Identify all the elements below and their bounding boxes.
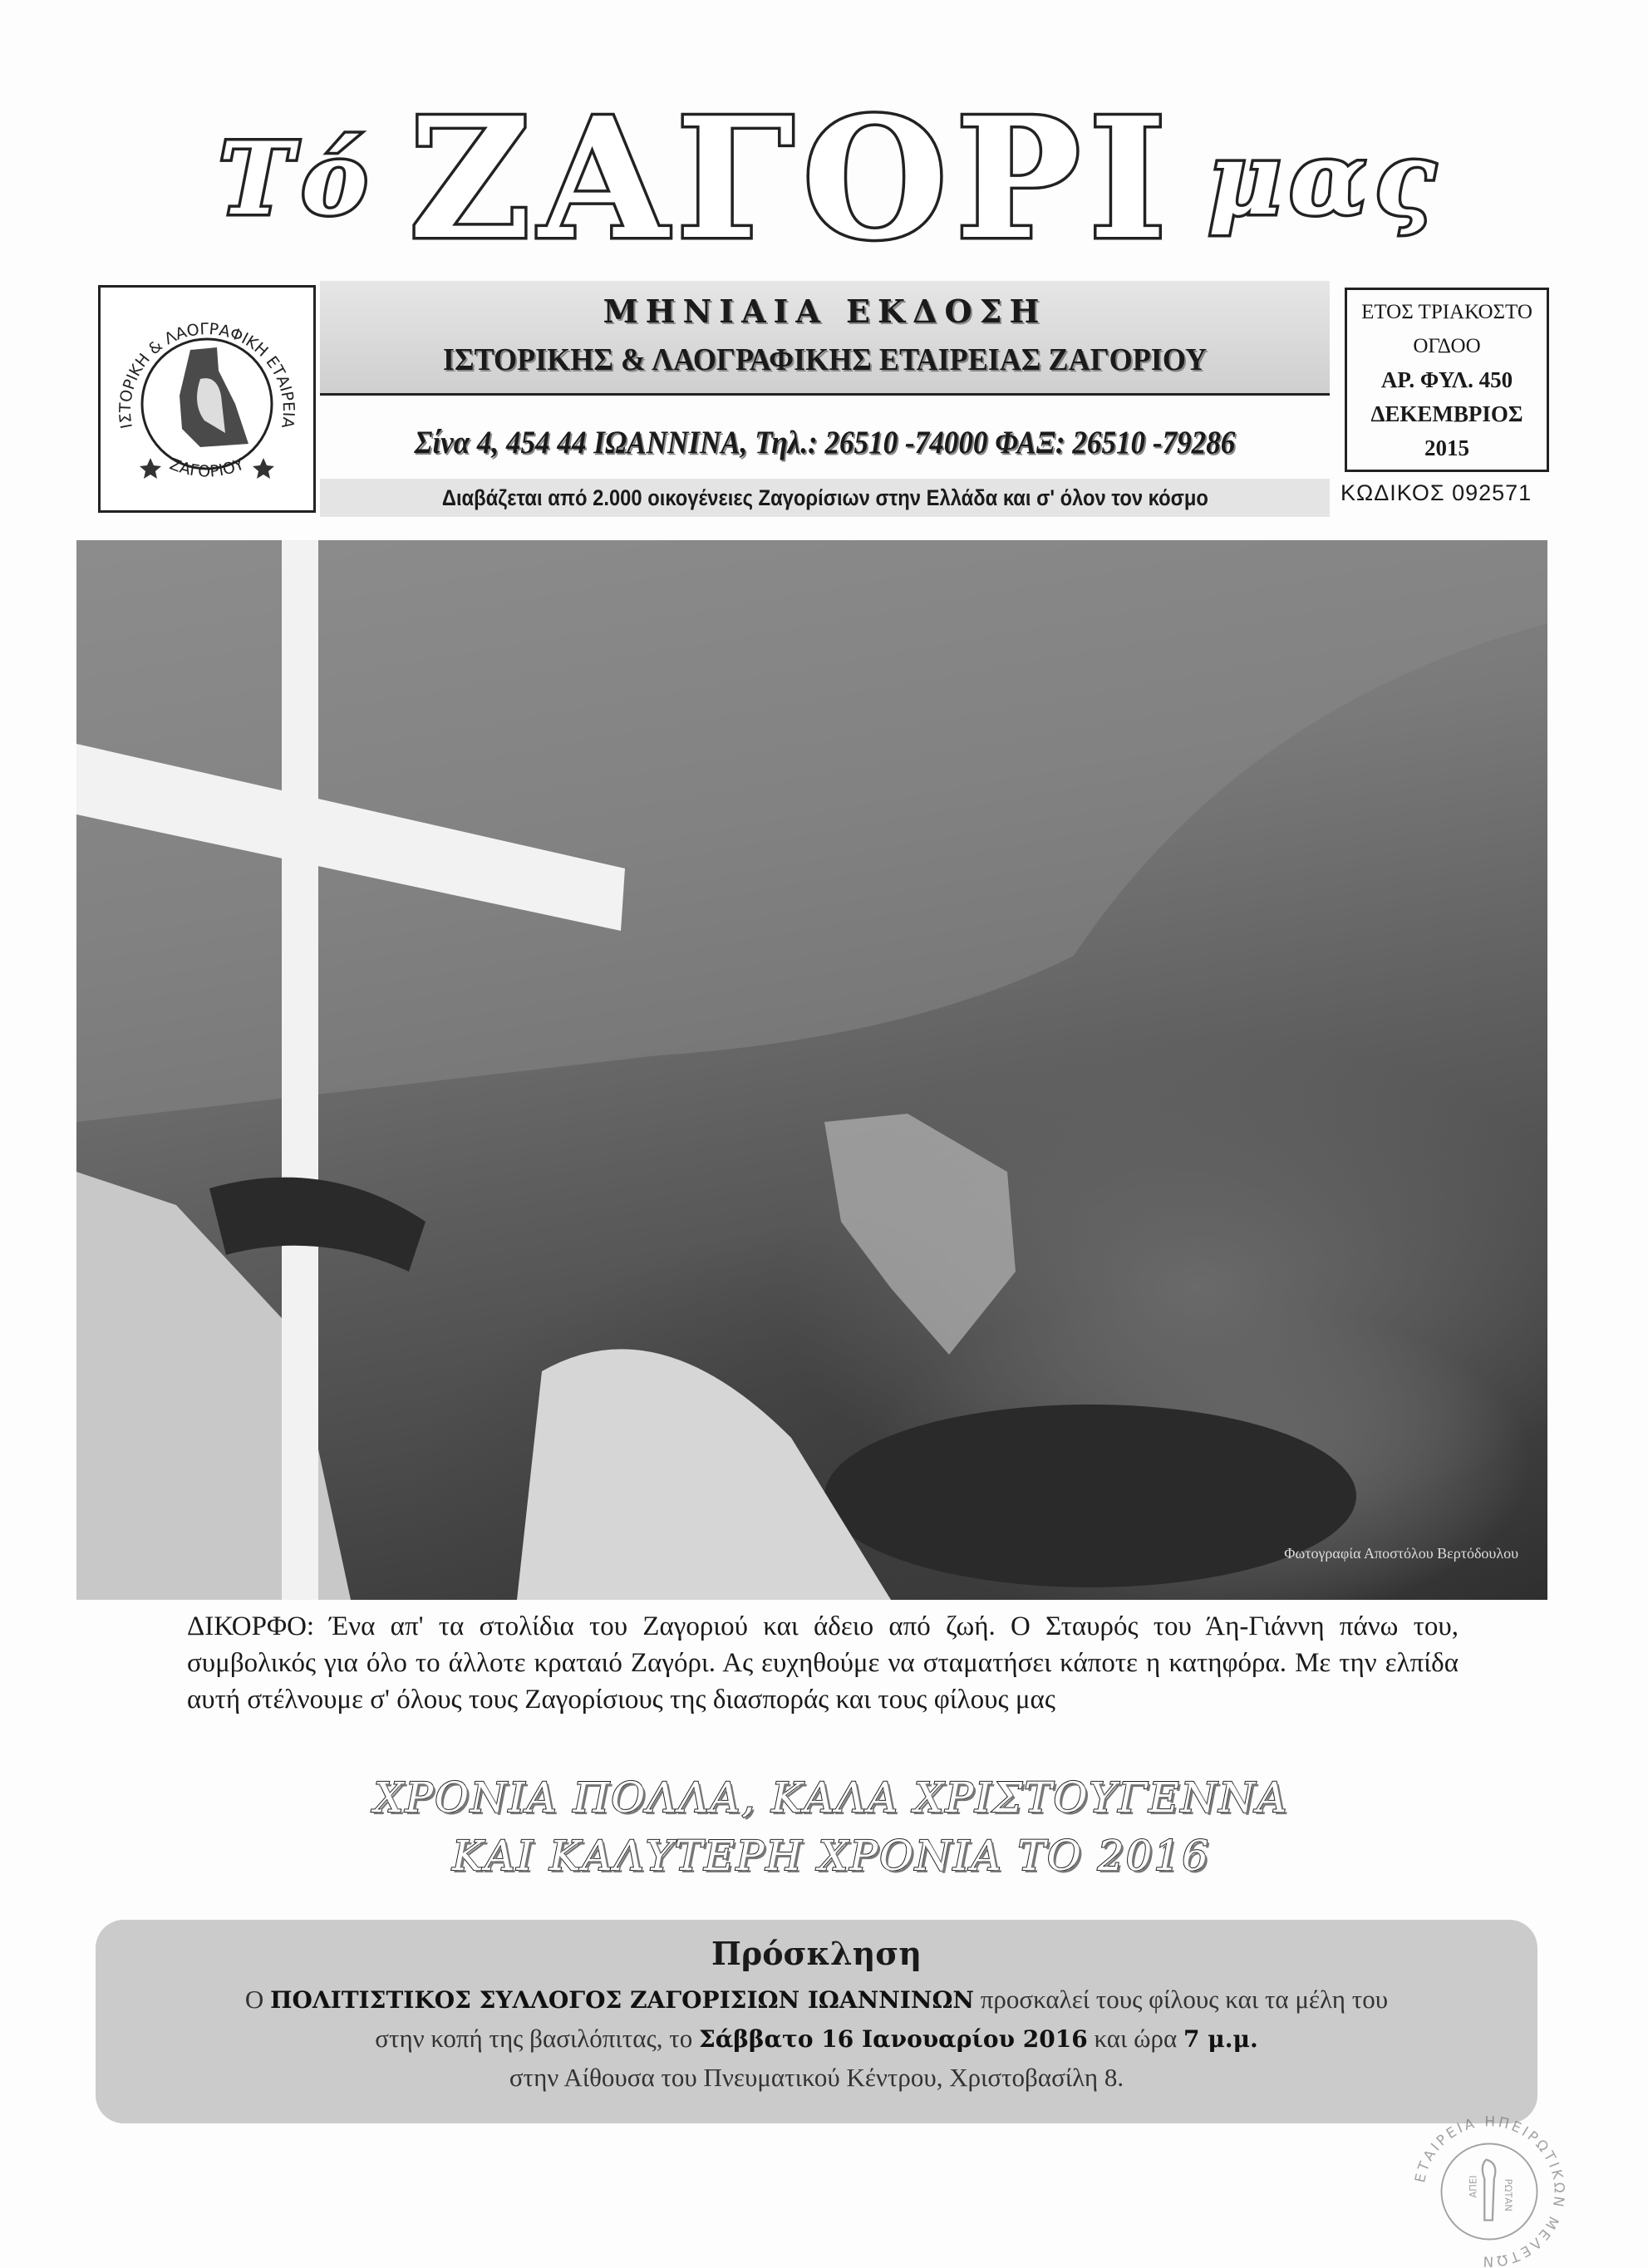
photo-credit: Φωτογραφία Αποστόλου Βερτόδουλου [1284,1545,1518,1562]
svg-text:ΡΩΤΑΝ: ΡΩΤΑΝ [1503,2178,1515,2211]
masthead-word: μας [1208,120,1444,238]
invitation-box [96,1920,1537,2123]
society-logo [98,285,316,513]
logo-bottom-text: ΖΑΓΟΡΙΟΥ [167,455,247,481]
invitation-prefix: Ο [244,1985,264,2014]
issue-year-line2: ΟΓΔΟΟ [1413,335,1481,357]
holiday-greeting [125,1769,1537,1885]
greeting-line1: ΧΡΟΝΙΑ ΠΟΛΛΑ, ΚΑΛΑ ΧΡΙΣΤΟΥΓΕΝΝΑ [373,1774,1289,1822]
svg-text:ΖΑΓΟΡΙΟΥ [167,455,247,480]
publication-banner [320,281,1330,396]
invitation-line [96,2020,1537,2059]
issue-year-line1: ΕΤΟΣ ΤΡΙΑΚΟΣΤΟ [1361,301,1532,323]
cover-photo [76,540,1547,1600]
banner-line-monthly: ΜΗΝΙΑΙΑ ΕΚΔΟΣΗ [603,293,1047,330]
masthead-word: Τό [219,120,376,238]
banner-line-society: ΙΣΤΟΡΙΚΗΣ & ΛΑΟΓΡΑΦΙΚΗΣ ΕΤΑΙΡΕΙΑΣ ΖΑΓΟΡΙΟΥ [442,342,1208,377]
issue-month: ΔΕΚΕΜΒΡΙΟΣ [1370,401,1523,426]
library-stamp [1413,2115,1566,2268]
svg-text:ΑΠΕΙ: ΑΠΕΙ [1467,2175,1479,2198]
invitation-text: προσκαλεί τους φίλους και τα μέλη του [980,1985,1389,2014]
svg-text:ΕΤΑΙΡΕΙΑ ΗΠΕΙΡΩΤΙΚΩΝ ΜΕΛΕΤΩΝ: ΕΤΑΙΡΕΙΑ ΗΠΕΙΡΩΤΙΚ ΜΕΛΕΤΩΝ [1413,2115,1566,2268]
masthead-word: ΖΑΓΟΡΙ [409,81,1175,277]
readership-bar [320,479,1330,517]
invitation-title: Πρόσκληση [711,1935,922,1972]
publication-code: ΚΩΔΙΚΟΣ 092571 [1341,480,1532,505]
masthead-title [166,81,1496,277]
invitation-venue: στην Αίθουσα του Πνευματικού Κέντρου, Χριστοβασίλη 8. [509,2063,1124,2092]
logo-ring-text: ΙΣΤΟΡΙΚΗ & ΛΑΟΓΡΑΦΙΚΗ ΕΤΑΙΡΕΙΑ [116,320,298,430]
issue-info-box [1345,288,1549,472]
issue-sheet-number: ΑΡ. ΦΥΛ. 450 [1380,367,1513,392]
stamp-seal-icon [1413,2115,1566,2268]
invitation-text: στην κοπή της βασιλόπιτας, το [375,2024,693,2053]
logo-emblem-icon [101,288,313,510]
contact-address: Σίνα 4, 454 44 ΙΩΑΝΝΙΝΑ, Τηλ.: 26510 -74000 ΦΑΞ: 26510 -79286 [414,425,1236,460]
invitation-time: 7 μ.μ. [1183,2025,1258,2053]
invitation-line [96,1980,1537,2020]
greeting-line2: ΚΑΙ ΚΑΛΥΤΕΡΗ ΧΡΟΝΙΑ ΤΟ 2016 [452,1832,1210,1880]
issue-year: 2015 [1424,435,1469,460]
readership-line: Διαβάζεται από 2.000 οικογένειες Ζαγορίσιων στην Ελλάδα και σ' όλον τον κόσμο [441,485,1208,510]
invitation-organizer: ΠΟΛΙΤΙΣΤΙΚΟΣ ΣΥΛΛΟΓΟΣ ΖΑΓΟΡΙΣΙΩΝ ΙΩΑΝΝΙΝΩΝ [270,1986,974,2014]
photo-caption: ΔΙΚΟΡΦΟ: Ένα απ' τα στολίδια του Ζαγοριού και άδειο από ζωή. Ο Σταυρός του Άη-Γιάννη πάνω του, συμβολικός για όλο το άλλοτε κραταιό Ζαγόρι. Ας ευχηθούμε να σταματήσει κάποτε η κατηφόρα. Με την ελπίδα αυτή στέλνουμε σ' όλους τους Ζαγορίσιους της διασποράς και τους φίλους μας [187,1611,1459,1715]
mountain-village-cross-photo [76,540,1547,1600]
invitation-text: και ώρα [1094,2024,1178,2053]
invitation-date: Σάββατο 16 Ιανουαρίου 2016 [698,2025,1088,2053]
